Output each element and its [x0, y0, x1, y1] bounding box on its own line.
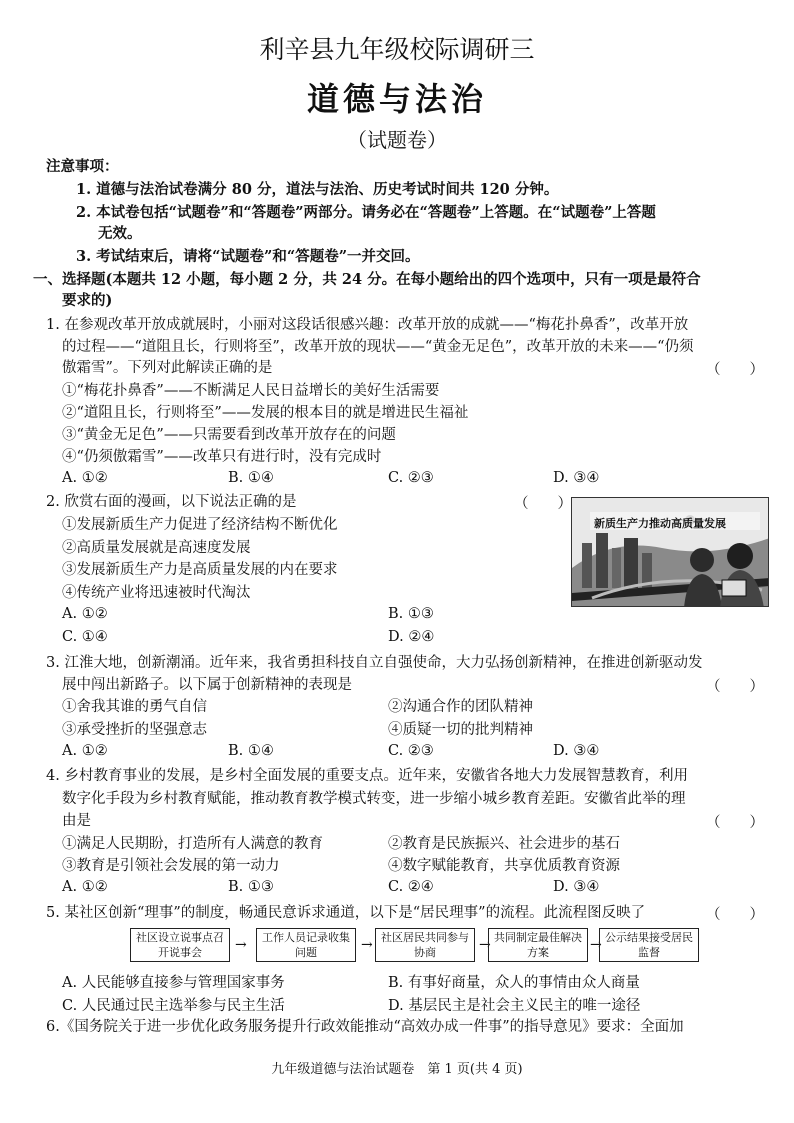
note-3: 3. 考试结束后，请将“试题卷”和“答题卷”一并交回。: [76, 248, 420, 265]
q1-item-4: ④“仍须傲霜雪”——改革只有进行时，没有完成时: [62, 449, 382, 465]
q6-stem-line-1: 6.《国务院关于进一步优化政务服务提升行政效能推动“高效办成一件事”的指导意见》要求：全面加: [46, 1019, 684, 1035]
flow-step-4: 共同制定最佳解决方案: [488, 928, 588, 962]
q1-answer-bracket: （ ）: [706, 362, 764, 378]
q5-option-a: A. 人民能够直接参与管理国家事务: [62, 975, 285, 991]
q2-item-1: ①发展新质生产力促进了经济结构不断优化: [62, 517, 338, 533]
q2-item-2: ②高质量发展就是高速度发展: [62, 540, 251, 556]
section-1-heading: 一、选择题(本题共 12 小题，每小题 2 分，共 24 分。在每小题给出的四个选项中，只有一项是最符合: [33, 271, 701, 288]
q2-option-a: A. ①②: [62, 606, 108, 622]
q4-stem-line-2: 数字化手段为乡村教育赋能，推动教育教学模式转变，进一步缩小城乡教育差距。安徽省此举的理: [62, 791, 686, 807]
q3-item-3: ③承受挫折的坚强意志: [62, 722, 207, 738]
section-1-heading-cont: 要求的): [62, 292, 113, 309]
q5-stem: 5. 某社区创新“理事”的制度，畅通民意诉求通道，以下是“居民理事”的流程。此流程图反映了: [46, 905, 646, 921]
q1-option-b: B. ①④: [228, 470, 274, 486]
q5-option-b: B. 有事好商量，众人的事情由众人商量: [388, 975, 640, 991]
flow-arrow-4: →: [590, 937, 602, 953]
q2-option-b: B. ①③: [388, 606, 434, 622]
q3-option-a: A. ①②: [62, 743, 108, 759]
q4-option-a: A. ①②: [62, 879, 108, 895]
comic-illustration: [571, 497, 769, 607]
q1-stem-line-3: 傲霜雪”。下列对此解读正确的是: [62, 360, 273, 376]
q1-stem-line-1: 1. 在参观改革开放成就展时，小丽对这段话很感兴趣：改革开放的成就——“梅花扑鼻香”，改革开放: [46, 317, 689, 333]
q5-answer-bracket: （ ）: [706, 907, 764, 923]
q4-item-4: ④数字赋能教育，共享优质教育资源: [388, 858, 620, 874]
q1-stem-line-2: 的过程——“道阻且长，行则将至”，改革开放的现状——“黄金无足色”，改革开放的未来——“仍须: [62, 339, 694, 355]
q3-stem-line-2: 展中闯出新路子。以下属于创新精神的表现是: [62, 677, 352, 693]
q5-option-c: C. 人民通过民主选举参与民主生活: [62, 998, 285, 1014]
q4-stem-line-3: 由是: [62, 813, 91, 829]
q3-option-c: C. ②③: [388, 743, 434, 759]
paper-type: （试题卷）: [347, 128, 447, 152]
q3-item-2: ②沟通合作的团队精神: [388, 699, 533, 715]
flow-step-1: 社区设立说事点召开说事会: [130, 928, 230, 962]
q2-option-d: D. ②④: [388, 629, 435, 645]
q4-option-c: C. ②④: [388, 879, 434, 895]
q3-item-1: ①舍我其谁的勇气自信: [62, 699, 207, 715]
q1-item-2: ②“道阻且长，行则将至”——发展的根本目的就是增进民生福祉: [62, 405, 469, 421]
q3-item-4: ④质疑一切的批判精神: [388, 722, 533, 738]
note-1: 1. 道德与法治试卷满分 80 分，道法与法治、历史考试时间共 120 分钟。: [76, 181, 559, 198]
q4-option-d: D. ③④: [553, 879, 600, 895]
q2-stem: 2. 欣赏右面的漫画，以下说法正确的是: [46, 494, 297, 510]
page-footer: 九年级道德与法治试题卷 第 1 页(共 4 页): [271, 1062, 523, 1077]
flow-arrow-3: →: [479, 937, 491, 953]
q2-answer-bracket: （ ）: [514, 496, 572, 512]
note-2: 2. 本试卷包括“试题卷”和“答题卷”两部分。请务必在“答题卷”上答题。在“试题卷”上答题: [76, 204, 656, 221]
q2-option-c: C. ①④: [62, 629, 108, 645]
flow-arrow-1: →: [235, 937, 247, 953]
q3-option-b: B. ①④: [228, 743, 274, 759]
q4-option-b: B. ①③: [228, 879, 274, 895]
q1-option-c: C. ②③: [388, 470, 434, 486]
flow-step-5: 公示结果接受居民监督: [599, 928, 699, 962]
flow-arrow-2: →: [361, 937, 373, 953]
q1-item-1: ①“梅花扑鼻香”——不断满足人民日益增长的美好生活需要: [62, 383, 440, 399]
note-2-cont: 无效。: [98, 225, 142, 242]
comic-caption: 新质生产力推动高质量发展: [594, 517, 726, 530]
q1-option-a: A. ①②: [62, 470, 108, 486]
q4-item-1: ①满足人民期盼，打造所有人满意的教育: [62, 836, 323, 852]
q5-option-d: D. 基层民主是社会主义民主的唯一途径: [388, 998, 641, 1014]
q4-answer-bracket: （ ）: [706, 815, 764, 831]
subject-title: 道德与法治: [306, 80, 487, 118]
q4-item-3: ③教育是引领社会发展的第一动力: [62, 858, 280, 874]
q4-item-2: ②教育是民族振兴、社会进步的基石: [388, 836, 620, 852]
q2-item-3: ③发展新质生产力是高质量发展的内在要求: [62, 562, 338, 578]
school-title: 利辛县九年级校际调研三: [259, 35, 535, 64]
flow-step-3: 社区居民共同参与协商: [375, 928, 475, 962]
flow-step-2: 工作人员记录收集问题: [256, 928, 356, 962]
notes-title: 注意事项：: [46, 158, 119, 175]
q2-item-4: ④传统产业将迅速被时代淘汰: [62, 585, 251, 601]
q1-option-d: D. ③④: [553, 470, 600, 486]
q1-item-3: ③“黄金无足色”——只需要看到改革开放存在的问题: [62, 427, 396, 443]
q3-answer-bracket: （ ）: [706, 679, 764, 695]
q3-stem-line-1: 3. 江淮大地，创新潮涌。近年来，我省勇担科技自立自强使命，大力弘扬创新精神，在推进创新驱动发: [46, 655, 703, 671]
q4-stem-line-1: 4. 乡村教育事业的发展，是乡村全面发展的重要支点。近年来，安徽省各地大力发展智慧教育，利用: [46, 768, 688, 784]
q3-option-d: D. ③④: [553, 743, 600, 759]
